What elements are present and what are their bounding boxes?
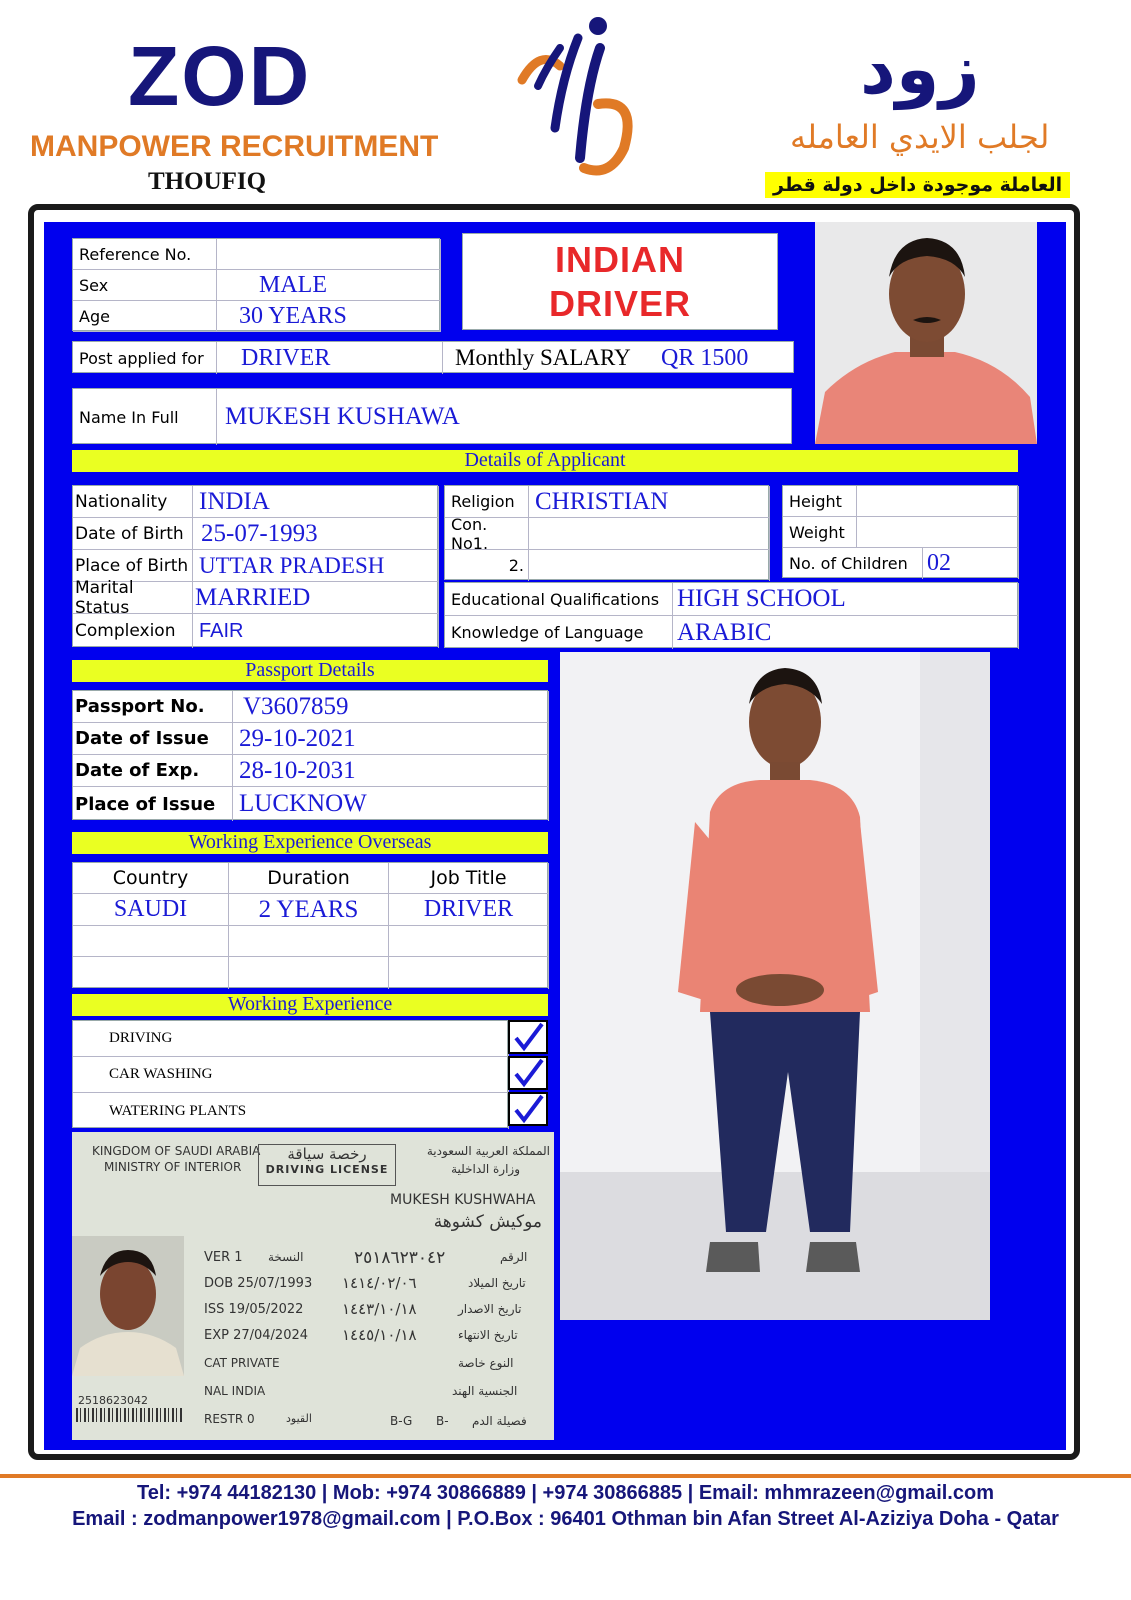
row2-country bbox=[73, 926, 229, 957]
title-box bbox=[462, 233, 778, 330]
row3-duration bbox=[229, 957, 389, 989]
license-exp: EXP 27/04/2024 bbox=[204, 1328, 309, 1343]
personal-details-table bbox=[72, 485, 438, 647]
post-label: Post applied for bbox=[73, 342, 217, 374]
post-value: DRIVER bbox=[217, 342, 443, 374]
license-dob-ar: ١٤١٤/٠٢/٠٦ bbox=[342, 1274, 417, 1292]
overseas-table bbox=[72, 862, 548, 988]
col-duration: Duration bbox=[229, 863, 389, 894]
passport-heading: Passport Details bbox=[72, 660, 548, 682]
license-id-number: 2518623042 bbox=[78, 1394, 148, 1407]
experience-item: CAR WASHING bbox=[73, 1057, 509, 1093]
license-title-en: DRIVING LICENSE bbox=[265, 1163, 389, 1176]
license-bg-value: B- bbox=[436, 1414, 449, 1428]
experience-item: WATERING PLANTS bbox=[73, 1093, 509, 1129]
religion-label: Religion bbox=[445, 486, 529, 518]
license-blood-ar: فصيلة الدم bbox=[472, 1414, 527, 1428]
religion-table bbox=[444, 485, 769, 580]
footer-contact: Tel: +974 44182130 | Mob: +974 30866889 | +974 30866885 | Email: mhmrazeen@gmail.com bbox=[137, 1482, 994, 1504]
license-ministry-ar: وزارة الداخلية bbox=[451, 1162, 520, 1176]
education-value: HIGH SCHOOL bbox=[673, 583, 1019, 616]
license-dob-label-ar: تاريخ الميلاد bbox=[468, 1276, 526, 1290]
license-number-label-ar: الرقم bbox=[500, 1250, 528, 1264]
weight-value bbox=[857, 517, 1019, 548]
issue-date-label: Date of Issue bbox=[73, 723, 233, 755]
license-bg: B-G bbox=[390, 1414, 413, 1428]
zod-logo-text: ZOD bbox=[128, 29, 312, 123]
experience-item: DRIVING bbox=[73, 1021, 509, 1057]
row3-job bbox=[389, 957, 549, 989]
checkmark-icon bbox=[510, 1094, 546, 1124]
license-holder-name-ar: موكيش كشوهة bbox=[433, 1212, 542, 1232]
height-value bbox=[857, 486, 1019, 517]
con2-value bbox=[529, 550, 770, 581]
con1-value bbox=[529, 518, 770, 550]
marital-value: MARRIED bbox=[193, 582, 439, 614]
complexion-value: FAIR bbox=[193, 614, 439, 648]
nationality-value: INDIA bbox=[193, 486, 439, 518]
language-label: Knowledge of Language bbox=[445, 616, 673, 649]
con2-label: 2. bbox=[445, 550, 529, 581]
salary-value: QR 1500 bbox=[661, 344, 749, 371]
passport-table bbox=[72, 690, 548, 820]
row3-country bbox=[73, 957, 229, 989]
title-nationality: INDIAN bbox=[555, 239, 685, 280]
experience-heading: Working Experience bbox=[72, 994, 548, 1016]
license-iss-ar: ١٤٤٣/١٠/١٨ bbox=[342, 1300, 417, 1318]
license-kingdom-ar: المملكة العربية السعودية bbox=[426, 1144, 550, 1158]
religion-value: CHRISTIAN bbox=[529, 486, 770, 518]
license-ver: VER 1 bbox=[204, 1250, 243, 1265]
complexion-label: Complexion bbox=[73, 614, 193, 648]
agent-name: THOUFIQ bbox=[148, 168, 267, 195]
checkmark-icon bbox=[510, 1058, 546, 1088]
basic-info-box bbox=[72, 238, 440, 331]
con1-label: Con. No1. bbox=[445, 518, 529, 550]
issue-place-label: Place of Issue bbox=[73, 787, 233, 821]
children-label: No. of Children bbox=[783, 548, 923, 579]
footer-divider bbox=[0, 1474, 1131, 1478]
reference-label: Reference No. bbox=[73, 239, 217, 270]
dob-value: 25-07-1993 bbox=[193, 518, 439, 550]
footer-address: Email : zodmanpower1978@gmail.com | P.O.Box : 96401 Othman bin Afan Street Al-Aziziya Doha - Qatar bbox=[72, 1508, 1059, 1530]
name-row bbox=[72, 388, 792, 444]
issue-place-value: LUCKNOW bbox=[233, 787, 549, 821]
arabic-logo-text: زود bbox=[860, 28, 980, 110]
license-title-box bbox=[258, 1144, 396, 1186]
row1-duration: 2 YEARS bbox=[229, 894, 389, 926]
checkbox-driving bbox=[508, 1020, 548, 1054]
applicant-portrait bbox=[815, 222, 1037, 444]
checkbox-car-washing bbox=[508, 1056, 548, 1090]
license-nationality-ar: الجنسية الهند bbox=[452, 1384, 518, 1398]
driving-license-image bbox=[72, 1132, 554, 1440]
exp-date-value: 28-10-2031 bbox=[233, 755, 549, 787]
license-cat: CAT PRIVATE bbox=[204, 1356, 280, 1370]
title-position: DRIVER bbox=[548, 283, 692, 324]
sex-label: Sex bbox=[73, 270, 217, 301]
license-ver-ar: النسخة bbox=[268, 1250, 304, 1264]
row2-job bbox=[389, 926, 549, 957]
sex-value: MALE bbox=[217, 270, 441, 301]
license-number-ar: ٢٥١٨٦٢٣٠٤٢ bbox=[354, 1248, 446, 1268]
age-label: Age bbox=[73, 301, 217, 332]
row2-duration bbox=[229, 926, 389, 957]
name-label: Name In Full bbox=[73, 389, 217, 445]
arabic-highlight: العاملة موجودة داخل دولة قطر bbox=[765, 172, 1070, 198]
row1-country: SAUDI bbox=[73, 894, 229, 926]
weight-label: Weight bbox=[783, 517, 857, 548]
license-type-ar: النوع خاصة bbox=[458, 1356, 514, 1370]
license-iss: ISS 19/05/2022 bbox=[204, 1302, 304, 1317]
license-photo bbox=[72, 1236, 184, 1376]
post-salary-row bbox=[72, 341, 794, 373]
age-value: 30 YEARS bbox=[217, 301, 441, 332]
license-dob: DOB 25/07/1993 bbox=[204, 1276, 313, 1291]
arabic-subtitle: لجلب الايدي العامله bbox=[790, 118, 1050, 156]
height-label: Height bbox=[783, 486, 857, 517]
license-exp-ar: ١٤٤٥/١٠/١٨ bbox=[342, 1326, 417, 1344]
col-country: Country bbox=[73, 863, 229, 894]
company-name: MANPOWER RECRUITMENT bbox=[30, 130, 439, 163]
license-restr: RESTR 0 bbox=[204, 1412, 255, 1426]
name-value: MUKESH KUSHAWA bbox=[225, 403, 460, 430]
applicant-full-photo bbox=[560, 652, 990, 1320]
col-job-title: Job Title bbox=[389, 863, 549, 894]
language-value: ARABIC bbox=[673, 616, 1019, 649]
exp-date-label: Date of Exp. bbox=[73, 755, 233, 787]
nationality-label: Nationality bbox=[73, 486, 193, 518]
license-holder-name: MUKESH KUSHWAHA bbox=[390, 1192, 536, 1208]
dob-label: Date of Birth bbox=[73, 518, 193, 550]
passport-no-value: V3607859 bbox=[233, 691, 549, 723]
row1-job: DRIVER bbox=[389, 894, 549, 926]
checkbox-watering-plants bbox=[508, 1092, 548, 1126]
checkmark-icon bbox=[510, 1022, 546, 1052]
experience-list bbox=[72, 1020, 508, 1128]
passport-no-label: Passport No. bbox=[73, 691, 233, 723]
license-kingdom: KINGDOM OF SAUDI ARABIA bbox=[92, 1144, 261, 1158]
issue-date-value: 29-10-2021 bbox=[233, 723, 549, 755]
overseas-heading: Working Experience Overseas bbox=[72, 832, 548, 854]
education-label: Educational Qualifications bbox=[445, 583, 673, 616]
license-exp-label-ar: تاريخ الانتهاء bbox=[458, 1328, 518, 1342]
pob-value: UTTAR PRADESH bbox=[193, 550, 439, 582]
reference-value bbox=[217, 239, 441, 270]
details-heading: Details of Applicant bbox=[72, 450, 1018, 472]
license-nal: NAL INDIA bbox=[204, 1384, 266, 1398]
children-value: 02 bbox=[923, 548, 1019, 579]
company-emblem-icon bbox=[500, 8, 650, 188]
barcode-icon bbox=[76, 1408, 184, 1422]
marital-label: Marital Status bbox=[73, 582, 193, 614]
license-iss-label-ar: تاريخ الاصدار bbox=[458, 1302, 522, 1316]
license-ministry: MINISTRY OF INTERIOR bbox=[104, 1160, 242, 1174]
salary-label: Monthly SALARY bbox=[455, 345, 631, 370]
pob-label: Place of Birth bbox=[73, 550, 193, 582]
education-table bbox=[444, 582, 1018, 648]
physical-table bbox=[782, 485, 1018, 578]
license-title-ar: رخصة سياقة bbox=[287, 1145, 367, 1163]
license-restr-ar: القيود bbox=[286, 1412, 312, 1425]
